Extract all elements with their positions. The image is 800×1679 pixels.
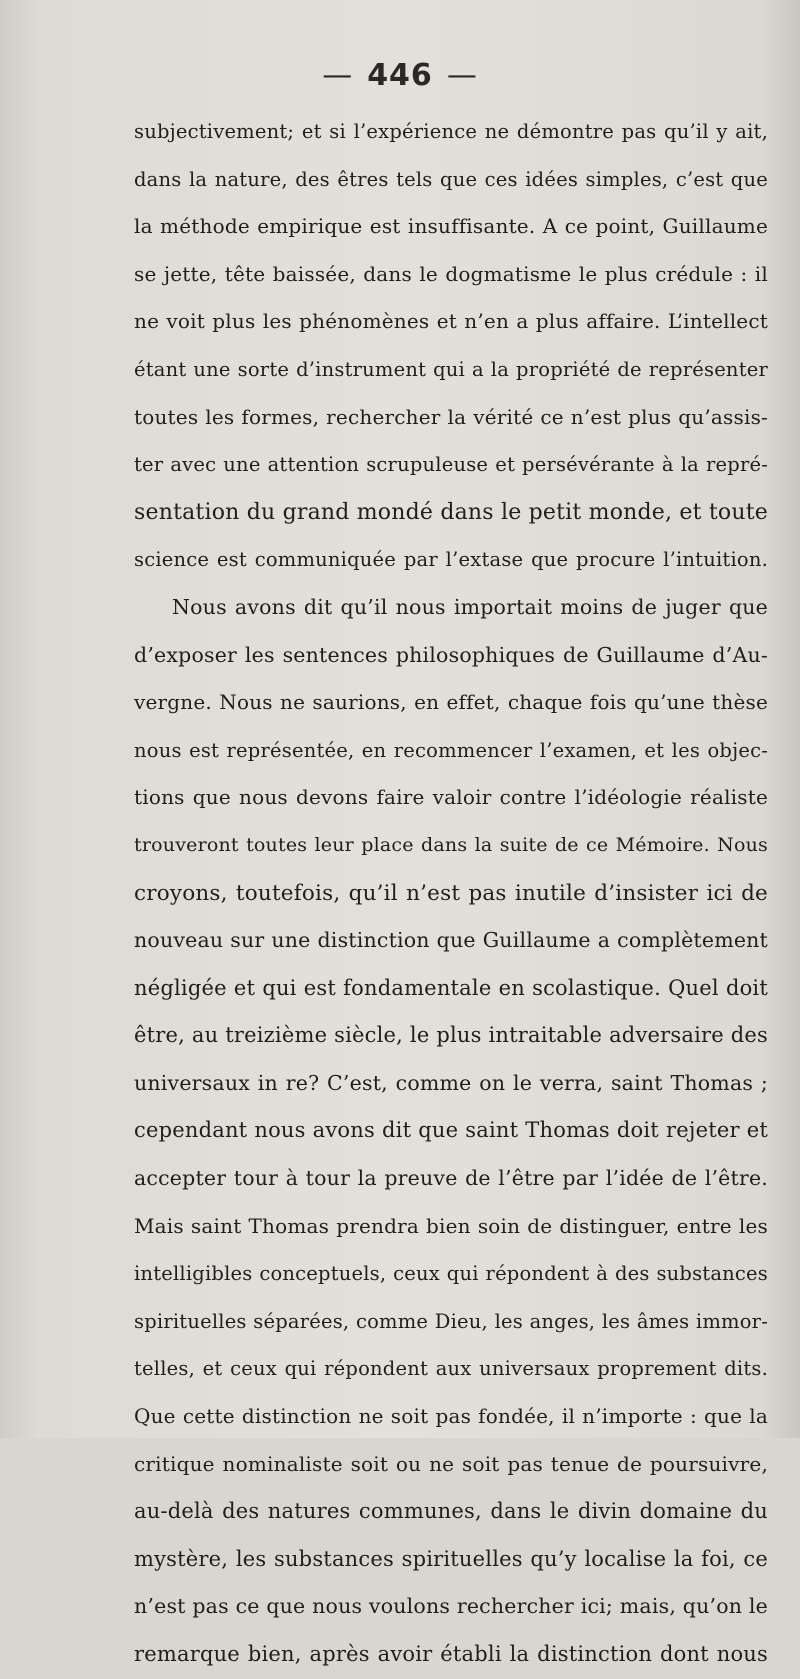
- header-dash-right: —: [446, 58, 478, 93]
- text-line: tions que nous devons faire valoir contre l’idéologie réaliste: [134, 785, 768, 810]
- text-line: ne voit plus les phénomènes et n’en a plus affaire. L’intellect: [134, 309, 768, 334]
- text-line: étant une sorte d’instrument qui a la propriété de représenter: [134, 357, 768, 381]
- text-line: telles, et ceux qui répondent aux universaux proprement dits.: [134, 1357, 768, 1381]
- text-line: se jette, tête baissée, dans le dogmatisme le plus crédule : il: [134, 261, 768, 286]
- text-line: intelligibles conceptuels, ceux qui répondent à des substances: [134, 1262, 768, 1286]
- page-header: [0, 58, 800, 93]
- text-line: nous est représentée, en recommencer l’examen, et les objec-: [134, 738, 768, 762]
- text-line-paragraph-start: Nous avons dit qu’il nous importait moins de juger que: [172, 594, 768, 619]
- text-line: toutes les formes, rechercher la vérité ce n’est plus qu’assis-: [134, 404, 768, 429]
- text-line: d’exposer les sentences philosophiques de Guillaume d’Au-: [134, 642, 768, 667]
- text-line: cependant nous avons dit que saint Thomas doit rejeter et: [134, 1118, 768, 1143]
- text-line: croyons, toutefois, qu’il n’est pas inutile d’insister ici de: [134, 880, 768, 906]
- text-line: mystère, les substances spirituelles qu’y localise la foi, ce: [134, 1546, 768, 1571]
- text-line: vergne. Nous ne saurions, en effet, chaque fois qu’une thèse: [134, 690, 768, 715]
- text-line: accepter tour à tour la preuve de l’être par l’idée de l’être.: [134, 1166, 768, 1191]
- text-line: la méthode empirique est insuffisante. A ce point, Guillaume: [134, 214, 768, 239]
- text-line: ter avec une attention scrupuleuse et persévérante à la repré-: [134, 453, 768, 477]
- text-line: Que cette distinction ne soit pas fondée, il n’importe : que la: [134, 1404, 768, 1429]
- text-line: critique nominaliste soit ou ne soit pas tenue de poursuivre,: [134, 1451, 768, 1476]
- text-line: universaux in re? C’est, comme on le verra, saint Thomas ;: [134, 1070, 768, 1095]
- text-line: Mais saint Thomas prendra bien soin de distinguer, entre les: [134, 1213, 768, 1238]
- text-line: au-delà des natures communes, dans le divin domaine du: [134, 1499, 768, 1524]
- text-line: subjectivement; et si l’expérience ne démontre pas qu’il y ait,: [134, 120, 768, 143]
- page-number: 446: [367, 58, 433, 93]
- text-line: sentation du grand mondé dans le petit monde, et toute: [134, 499, 768, 525]
- text-line: n’est pas ce que nous voulons rechercher ici; mais, qu’on le: [134, 1594, 768, 1619]
- text-line: spirituelles séparées, comme Dieu, les anges, les âmes immor-: [134, 1309, 768, 1333]
- text-line: dans la nature, des êtres tels que ces idées simples, c’est que: [134, 167, 768, 191]
- text-line: être, au treizième siècle, le plus intraitable adversaire des: [134, 1023, 768, 1048]
- text-line: trouveront toutes leur place dans la suite de ce Mémoire. Nous: [134, 833, 768, 856]
- body-text: [134, 108, 768, 1679]
- header-dash-left: —: [322, 58, 354, 93]
- text-line: remarque bien, après avoir établi la distinction dont nous: [134, 1642, 768, 1666]
- text-line: nouveau sur une distinction que Guillaume a complètement: [134, 928, 768, 953]
- text-line: science est communiquée par l’extase que procure l’intuition.: [134, 548, 768, 572]
- text-line: négligée et qui est fondamentale en scolastique. Quel doit: [134, 975, 768, 1000]
